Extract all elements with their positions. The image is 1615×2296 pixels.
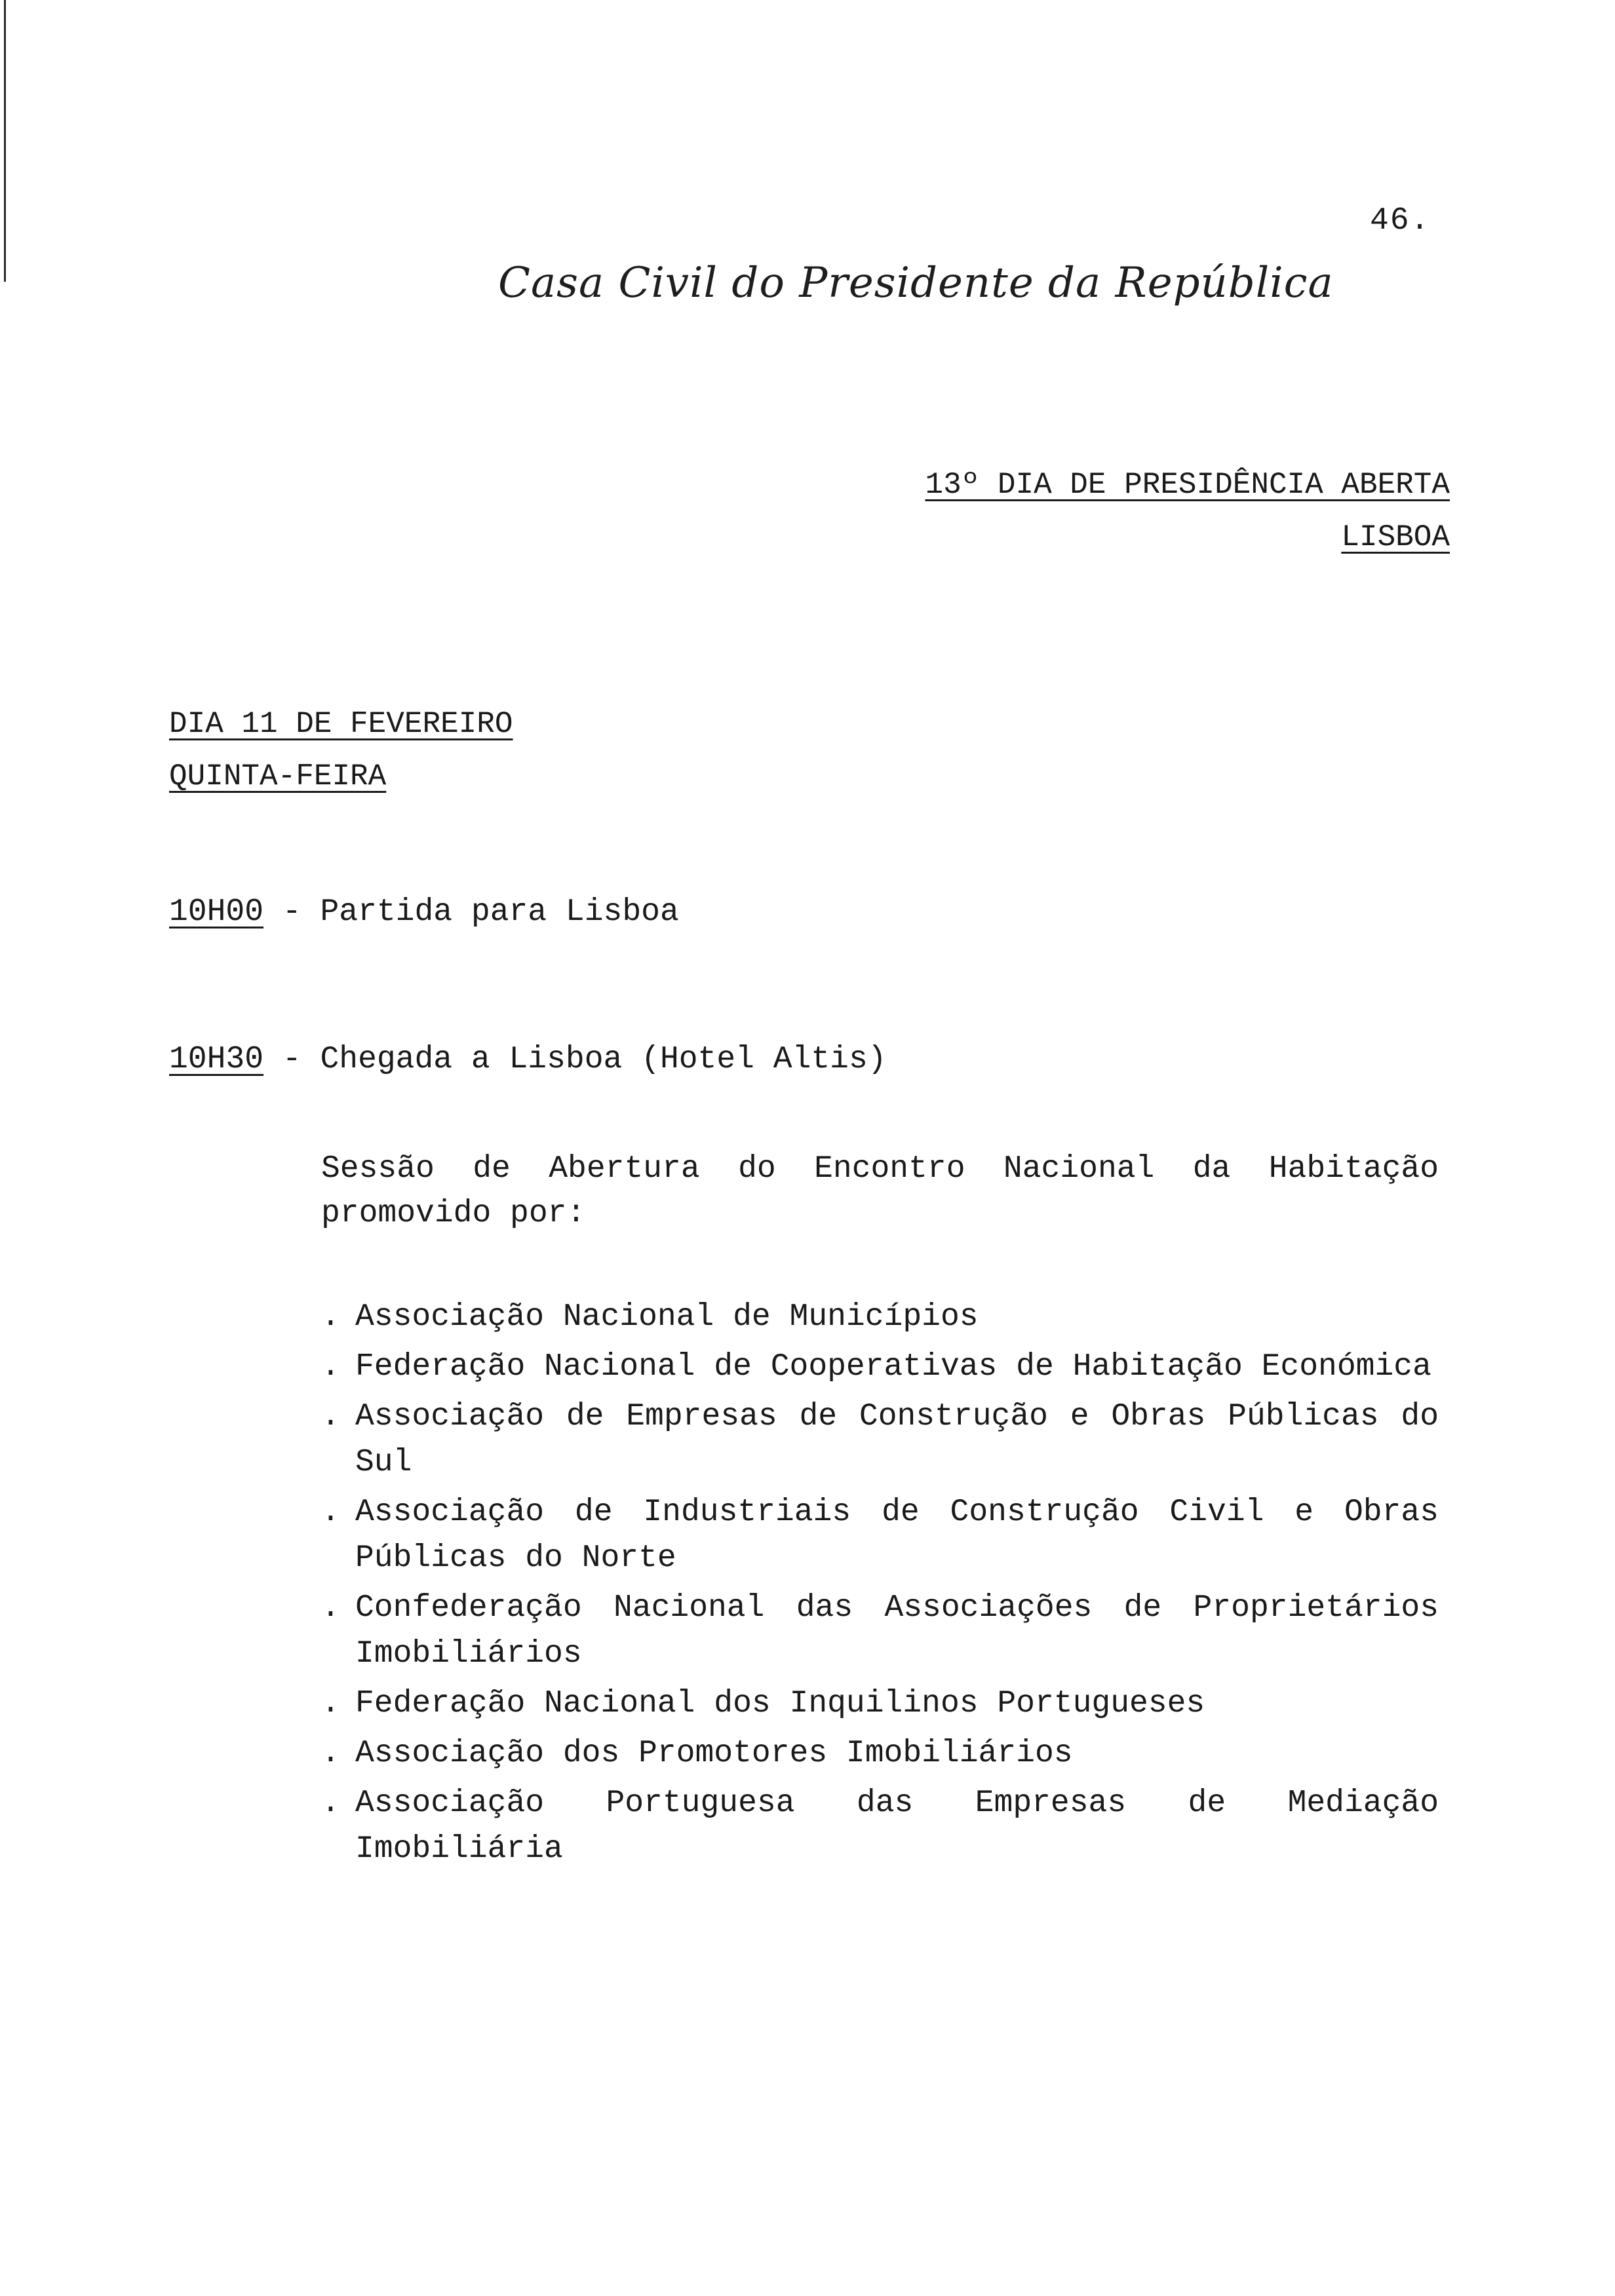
bullet: .	[321, 1495, 340, 1530]
page-number: 46.	[1370, 203, 1431, 239]
bullet: .	[321, 1299, 340, 1335]
schedule-time: 10H00	[169, 894, 264, 930]
bullet: .	[321, 1786, 340, 1821]
header-title: 13º DIA DE PRESIDÊNCIA ABERTA	[925, 468, 1450, 502]
schedule-separator: -	[263, 894, 321, 930]
organization-name: Associação de Empresas de Construção e Obras Públicas do Sul	[355, 1399, 1439, 1480]
organization-list	[321, 1294, 1439, 1876]
letterhead: Casa Civil do Presidente da República	[498, 259, 1334, 307]
bullet: .	[321, 1399, 340, 1434]
organization-name: Federação Nacional dos Inquilinos Portugueses	[355, 1686, 1205, 1721]
organization-name: Associação Portuguesa das Empresas de Mediação Imobiliária	[355, 1786, 1439, 1867]
bullet: .	[321, 1736, 340, 1771]
schedule-separator: -	[263, 1042, 321, 1077]
weekday-line: QUINTA-FEIRA	[169, 759, 387, 794]
list-item	[321, 1731, 1439, 1776]
organization-name: Associação dos Promotores Imobiliários	[355, 1736, 1073, 1771]
list-item	[321, 1344, 1439, 1390]
bullet: .	[321, 1686, 340, 1721]
bullet: .	[321, 1590, 340, 1626]
organization-name: Federação Nacional de Cooperativas de Habitação Económica	[355, 1349, 1431, 1385]
schedule-text: Chegada a Lisboa (Hotel Altis)	[320, 1042, 887, 1077]
list-item	[321, 1681, 1439, 1727]
list-item	[321, 1585, 1439, 1677]
schedule-time: 10H30	[169, 1042, 264, 1077]
date-block	[169, 698, 513, 803]
organization-name: Associação de Industriais de Construção Civil e Obras Públicas do Norte	[355, 1495, 1439, 1576]
schedule-entry	[169, 894, 679, 930]
list-item	[321, 1489, 1439, 1581]
schedule-entry	[169, 1042, 887, 1077]
date-line: DIA 11 DE FEVEREIRO	[169, 707, 513, 741]
organization-name: Associação Nacional de Municípios	[355, 1299, 979, 1335]
list-item	[321, 1294, 1439, 1340]
scan-edge-line	[4, 0, 6, 282]
schedule-text: Partida para Lisboa	[320, 894, 679, 930]
list-item	[321, 1394, 1439, 1485]
header-location: LISBOA	[1341, 520, 1450, 554]
session-description: Sessão de Abertura do Encontro Nacional da Habitação promovido por:	[321, 1151, 1439, 1231]
document-header	[925, 459, 1450, 564]
list-item	[321, 1780, 1439, 1872]
organization-name: Confederação Nacional das Associações de Proprietários Imobiliários	[355, 1590, 1439, 1672]
bullet: .	[321, 1349, 340, 1385]
